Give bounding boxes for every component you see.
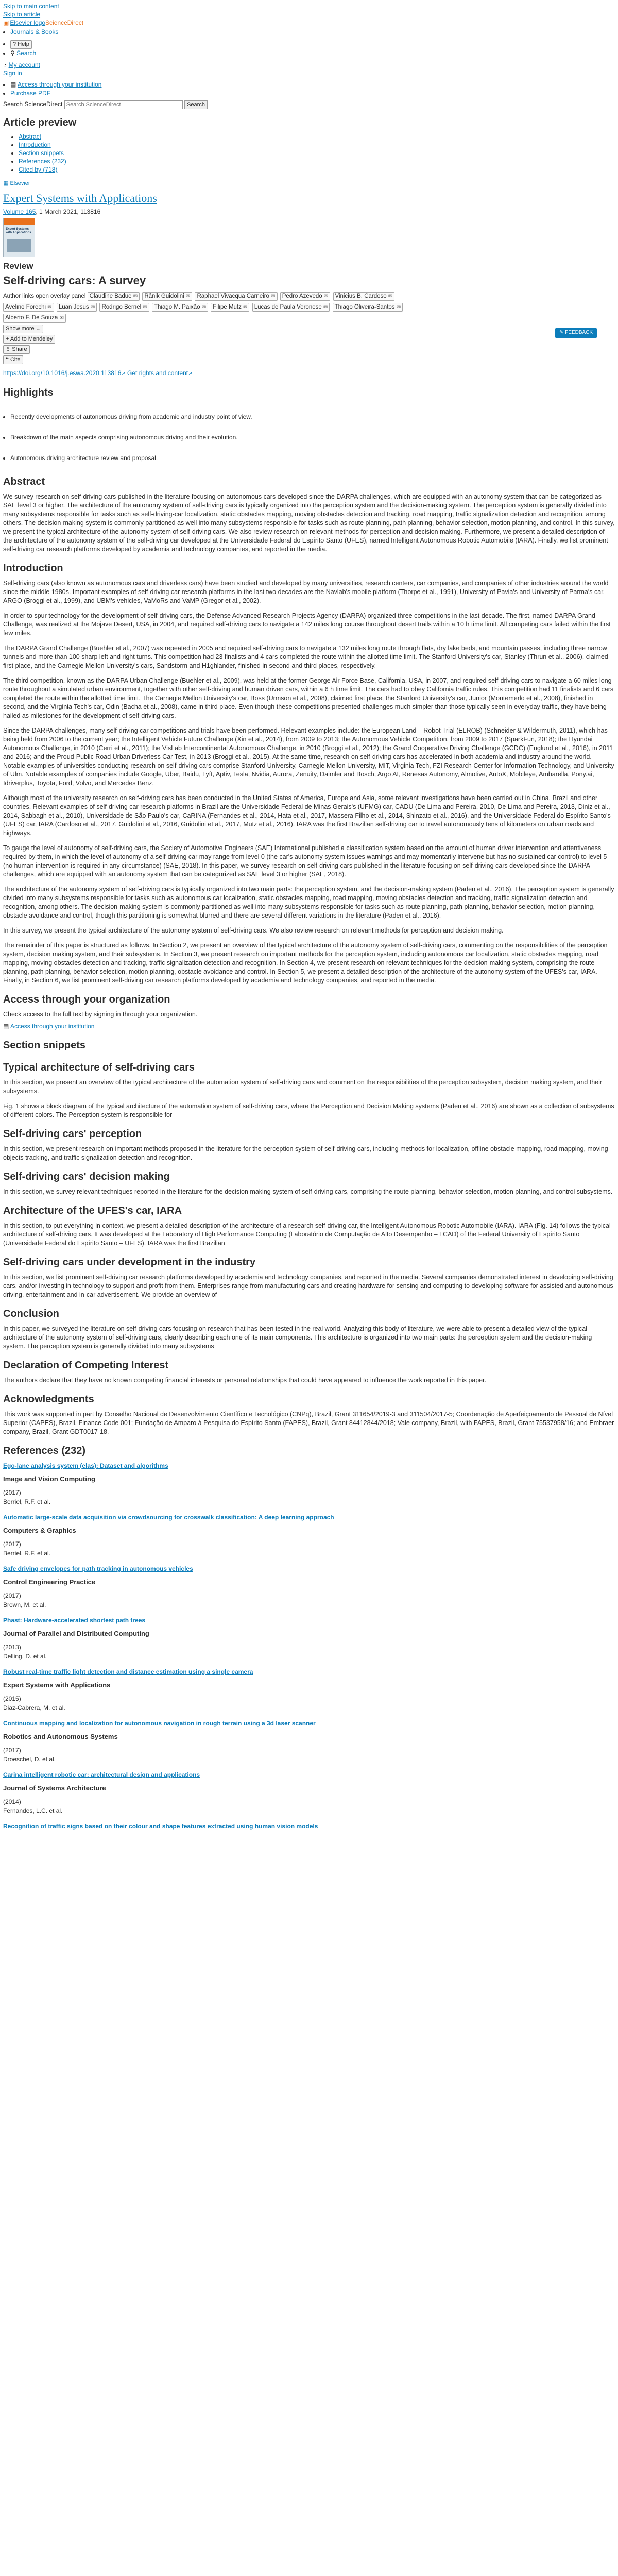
article-preview-heading: Article preview: [3, 117, 77, 128]
feedback-button[interactable]: [555, 328, 597, 338]
sign-in-link[interactable]: Sign in: [3, 70, 22, 77]
cover-image: [7, 239, 31, 252]
search-icon[interactable]: ⚲: [10, 49, 15, 57]
snippet-paragraph: In this paper, we surveyed the literature on self-driving cars focusing on research that has been tested in the real world. Analyzing this body of literature, we were able to present a detailed view of the typical architecture of the autonomy system of self-driving cars, clearly describing each one of its main components. This architecture is organized into two main parts: the perception system and the decision-making system. The perception system is generally divided into many subsystems: [3, 1325, 592, 1350]
purchase-item: [10, 89, 615, 98]
reference-title-link[interactable]: Carina intelligent robotic car: architectural design and applications: [3, 1771, 200, 1779]
account-nav: [3, 61, 615, 77]
plus-icon: +: [6, 336, 9, 343]
intro-paragraph: Although most of the university research on self-driving cars has been conducted in the United States of America, Europe and Asia, some relevant investigations have been carried out in China, Brazil and other countries. Relevant examples of self-driving car research platforms in Brazil are the Universidade Federal de Minas Gerais's (UFMG) car, CADU (De Lima and Pereira, 2010, De Lima and Pereira, 2013, Diniz et al., 2014, Sabbagh et al., 2010), Universidade de São Paulo's car, CaRINA (Fernandes et al., 2014, Hata et al., 2017, Massera Filho et al., 2014, Shinzato et al., 2016), and the Universidade Federal do Espírito Santo's (UFES) car, IARA (Cardoso et al., 2017, Guidolini et al., 2016, Guidolini et al., 2017, Mutz et al., 2016). IARA was the first Brazilian self-driving car to travel autonomously tens of kilometers on urban roads and highways.: [3, 794, 611, 837]
snippet-paragraph: In this section, we present research on important methods proposed in the literature for the perception system of self-driving cars, including methods for localization, offline obstacle mapping, road mapping, moving objects tracking, and traffic signalization detection and recognition.: [3, 1145, 608, 1162]
highlight-text: • Recently developments of autonomous driving from academic and industry point of view.: [10, 413, 252, 420]
cover-band: [4, 218, 35, 225]
header-tools: [3, 40, 615, 58]
outline-item-cited-by: [19, 165, 615, 174]
intro-paragraph: The architecture of the autonomy system of self-driving cars is typically organized into two main parts: the perception system, and the decision-making system (Paden et al., 2016). The perception system is generally divided into many subsystems responsible for tasks such as autonomous car localization, static obstacles mapping, road mapping, moving obstacles detection and tracking, traffic signalization detection and recognition, among others. The decision-making system is commonly partitioned as well into many subsystems responsible for tasks such as route planning, path planning, behavior selection, motion planning, obstacle avoidance and control, though this partitioning is somewhat blurred and there are several different variations in the literature (Paden et al., 2016).: [3, 885, 614, 919]
author-name: Alberto F. De Souza: [5, 315, 58, 321]
show-more-label: Show more: [6, 326, 35, 332]
outline-link-snippets[interactable]: Section snippets: [19, 149, 64, 157]
author-button[interactable]: [3, 314, 66, 323]
sciencedirect-logo[interactable]: ScienceDirect: [45, 19, 84, 26]
reference-journal: Journal of Systems Architecture: [3, 1784, 106, 1792]
cite-label: Cite: [10, 357, 21, 363]
journal-title-link[interactable]: Expert Systems with Applications: [3, 191, 157, 205]
intro-paragraph: The remainder of this paper is structured as follows. In Section 2, we present an overview of the typical architecture of the autonomy system of self-driving cars, commenting on the responsibilities of the perception system, decision making system, and their subsystems. In Section 3, we present research on important methods for the perception system, including autonomous car localization, static obstacles mapping, road mapping, moving obstacles detection and tracking, traffic signalization detection and recognition. In Section 4, we present research on relevant techniques for the decision-making system, comprising the route planning, path planning, behavior selection, motion planning, obstacle avoidance and control. In Section 5, we present a detailed description of the architecture of the autonomy system of the UFES's car, IARA. Finally, in Section 6, we list prominent self-driving car research platforms developed by academia and technology companies, and reported in the media.: [3, 941, 608, 984]
volume-info: [3, 208, 615, 216]
author-button[interactable]: [3, 303, 54, 312]
reference-year: (2017): [3, 1592, 21, 1600]
reference-author: Delling, D. et al.: [3, 1653, 47, 1660]
highlight-item: [10, 454, 615, 462]
author-name: Vinicius B. Cardoso: [335, 293, 387, 300]
author-links-label: Author links open overlay panel: [3, 293, 86, 300]
snippet-heading: Declaration of Competing Interest: [3, 1360, 169, 1371]
author-name: Thiago M. Paixão: [153, 304, 200, 311]
author-button[interactable]: [99, 303, 149, 312]
journal-cover[interactable]: [3, 218, 35, 257]
author-button[interactable]: [142, 292, 192, 301]
outline-link-introduction[interactable]: Introduction: [19, 141, 51, 148]
access-institution-row: [3, 1022, 615, 1031]
reference-title-link[interactable]: Robust real-time traffic light detection and distance estimation using a single camera: [3, 1668, 253, 1676]
envelope-icon: ✉: [323, 304, 328, 311]
help-button[interactable]: [10, 40, 32, 49]
envelope-icon: ✉: [271, 294, 276, 300]
envelope-icon: ✉: [396, 304, 401, 311]
doi-row: [3, 369, 615, 378]
reference-title-link[interactable]: Phast: Hardware-accelerated shortest path trees: [3, 1617, 146, 1624]
search-submit-button[interactable]: Search: [184, 100, 208, 109]
reference-journal: Computers & Graphics: [3, 1527, 76, 1535]
feedback-icon: ✎: [559, 330, 564, 335]
help-item: [10, 40, 615, 49]
access-text: Check access to the full text by signing in through your organization.: [3, 1010, 198, 1018]
reference-item: [3, 1771, 615, 1815]
purchase-pdf-link[interactable]: Purchase PDF: [10, 90, 51, 97]
reference-journal: Robotics and Autonomous Systems: [3, 1733, 118, 1741]
account-icon[interactable]: ◔: [3, 61, 7, 69]
reference-item: [3, 1616, 615, 1660]
snippet-paragraph: In this section, we present an overview of the typical architecture of the automation system of self-driving cars and comment on the responsibilities of the perception subsystem, decision making system, and their subsystems.: [3, 1079, 603, 1095]
snippet-heading: Conclusion: [3, 1308, 59, 1320]
author-name: Thiago Oliveira-Santos: [334, 304, 395, 311]
reference-journal: Image and Vision Computing: [3, 1475, 95, 1483]
reference-author: Fernandes, L.C. et al.: [3, 1807, 63, 1815]
external-link-icon: ↗: [188, 371, 193, 377]
highlights-heading: Highlights: [3, 386, 54, 398]
envelope-icon: ✉: [133, 294, 138, 300]
reference-title-link[interactable]: Recognition of traffic signs based on their colour and shape features extracted using human vision models: [3, 1823, 318, 1831]
reference-author: Berriel, R.F. et al.: [3, 1550, 51, 1557]
intro-paragraph: The DARPA Grand Challenge (Buehler et al., 2007) was repeated in 2005 and required self-driving cars to navigate a 132 miles long route through flats, dry lake beds, and mountain passes, including three narrow tunnels and more than 100 sharp left and right turns. This competition had 23 finalists and 4 cars completed the route within the allotted time limit. The Stanford University's car, Stanley (Thrun et al., 2006), claimed first place, and the Carnegie Mellon University's cars, Sandstorm and H1ghlander, finished in second and third places, respectively.: [3, 644, 608, 669]
author-name: Filipe Mutz: [213, 304, 242, 311]
search-bar: [3, 100, 615, 109]
author-button[interactable]: [195, 292, 277, 301]
references-heading: References (232): [3, 1445, 86, 1457]
skip-to-main-link[interactable]: Skip to main content: [3, 3, 59, 10]
author-button[interactable]: [211, 303, 249, 312]
reference-list: [3, 1462, 615, 1831]
outline-link-cited-by[interactable]: Cited by (718): [19, 166, 58, 173]
abstract-text: We survey research on self-driving cars published in the literature focusing on autonomous cars developed since the DARPA challenges, which are equipped with an autonomy system that can be categorized as SAE level 3 or higher. The architecture of the autonomy system of self-driving cars is typically organized into the perception system and the decision-making system. The perception system is generally divided into many subsystems responsible for tasks such as self-driving-car localization, static obstacles mapping, moving obstacles detection and tracking, road mapping, traffic signalization detection and recognition, among others. The decision-making system is commonly partitioned as well into many subsystems responsible for tasks such as route planning, path planning, behavior selection, motion planning, and control. In this survey, we present the typical architecture of the autonomy system of self-driving cars. We also review research on relevant methods for perception and decision making. Furthermore, we present a detailed description of the architecture of the autonomy system of the self-driving car developed at the Universidade Federal do Espírito Santo (UFES), named Intelligent Autonomous Robotic Automobile (IARA). Finally, we list prominent self-driving car research platforms developed by academia and technology companies, and reported in the media.: [3, 493, 615, 553]
reference-title-link[interactable]: Ego-lane analysis system (elas): Dataset and algorithms: [3, 1462, 168, 1470]
highlight-item: [10, 413, 615, 421]
publisher-logo[interactable]: [3, 180, 615, 188]
abstract-heading: Abstract: [3, 476, 45, 487]
external-link-icon: ↗: [121, 371, 126, 377]
elsevier-icon: ▦: [3, 180, 9, 187]
highlight-text: • Autonomous driving architecture review and proposal.: [10, 454, 158, 462]
volume-link[interactable]: Volume 165: [3, 208, 36, 215]
reference-author: Diaz-Cabrera, M. et al.: [3, 1704, 65, 1712]
author-name: Claudine Badue: [89, 293, 132, 300]
reference-year: (2017): [3, 1489, 21, 1497]
intro-paragraph: Self-driving cars (also known as autonomous cars and driverless cars) have been studied and developed by many universities, research centers, car companies, and companies of other industries around the world since the middle 1980s. Important examples of self-driving car research platforms in the last two decades are the Navlab's mobile platform (Thorpe et al., 1991), University of Pavia's and University of Parma's car, ARGO (Broggi et al., 1999), and UBM's vehicles, VaMoRs and VaMP (Gregor et al., 2002).: [3, 579, 609, 604]
cover-title: Expert Systems with Applications: [6, 227, 31, 234]
snippet-heading: Acknowledgments: [3, 1394, 94, 1405]
snippet-paragraph: In this section, to put everything in context, we present a detailed description of the architecture of a research self-driving car, the Intelligent Autonomous Robotic Automobile (IARA). IARA (Fig. 14) follows the typical architecture of self-driving cars. It was developed at the Laboratory of High Performance Computing (Laboratório de Computação de Alto Desempenho – LCAD) of the Federal University of Espírito Santo (Universidade Federal do Espírito Santo – UFES). IARA was the first Brazilian: [3, 1222, 611, 1247]
author-name: Luan Jesus: [58, 304, 89, 311]
institution-icon: ▤: [10, 81, 16, 88]
reference-title-link[interactable]: Automatic large-scale data acquisition via crowdsourcing for crosswalk classification: A deep learning approach: [3, 1514, 334, 1521]
envelope-icon: ✉: [59, 315, 64, 321]
envelope-icon: ✉: [143, 304, 147, 311]
author-button[interactable]: [333, 292, 395, 301]
rights-link[interactable]: Get rights and content: [127, 369, 188, 377]
snippet-heading: Self-driving cars' perception: [3, 1128, 142, 1140]
reference-title-link[interactable]: Continuous mapping and localization for autonomous navigation in rough terrain using a 3d laser scanner: [3, 1720, 316, 1727]
reference-journal: Journal of Parallel and Distributed Computing: [3, 1630, 149, 1638]
snippet-heading: Architecture of the UFES's car, IARA: [3, 1205, 182, 1217]
article-title: Self-driving cars: A survey: [3, 274, 146, 287]
reference-year: (2017): [3, 1747, 21, 1754]
reference-year: (2013): [3, 1643, 21, 1651]
envelope-icon: ✉: [90, 304, 95, 311]
author-list: [3, 291, 615, 324]
highlight-text: • Breakdown of the main aspects comprising autonomous driving and their evolution.: [10, 433, 238, 441]
share-button[interactable]: [3, 345, 30, 354]
share-icon: ⇪: [6, 346, 11, 353]
header-nav: [3, 28, 615, 37]
access-institution-link[interactable]: Access through your institution: [18, 81, 102, 88]
intro-paragraph: Since the DARPA challenges, many self-driving car competitions and trials have been performed. Relevant examples include: the European Land – Robot Trial (ELROB) (Schneider & Wildermuth, 2011), which has being held from 2006 to the current year; the Intelligent Vehicle Future Challenge (Xin et al., 2014), from 2009 to 2013; the Autonomous Vehicle Competition, from 2009 to 2017 (SparkFun, 2018); the Hyundai Autonomous Challenge, in 2010 (Cerri et al., 2011); the VisLab Intercontinental Autonomous Challenge, in 2010 (Broggi et al., 2012); the Grand Cooperative Driving Challenge (GCDC) (Englund et al., 2016), in 2011 and 2016; and the Proud-Public Road Urban Driverless Car Test, in 2013 (Broggi et al., 2015). At the same time, research on self-driving cars has accelerated in both academia and industry around the world. Notable examples of universities conducting research on self-driving cars comprise Stanford University, Carnegie Mellon University, MIT, Virginia Tech, FZI Research Center for Information Technology, and University of Ulm. Notable examples of companies include Google, Uber, Baidu, Lyft, Aptiv, Tesla, Nvidia, Aurora, Zenuity, Daimler and Bosch, Argo AI, Renesas Autonomy, Almotive, AutoX, Mobileye, Ambarella, Pony.ai, Idriverplus, Toyota, Ford, Volvo, and Mercedes Benz.: [3, 726, 614, 787]
highlights-list: [3, 413, 615, 462]
outline-item-abstract: [19, 132, 615, 141]
author-name: Avelino Forechi: [5, 304, 46, 311]
envelope-icon: ✉: [201, 304, 207, 311]
envelope-icon: ✉: [243, 304, 248, 311]
envelope-icon: ✉: [388, 294, 393, 300]
search-input[interactable]: [64, 100, 183, 109]
add-mendeley-label: Add to Mendeley: [10, 336, 53, 343]
publisher-name: Elsevier: [10, 180, 30, 187]
search-label: Search ScienceDirect: [3, 100, 63, 108]
author-name: Raphael Vivacqua Carneiro: [197, 293, 269, 300]
snippet-paragraph: The authors declare that they have no known competing financial interests or personal relationships that could have appeared to influence the work reported in this paper.: [3, 1377, 487, 1384]
highlight-item: [10, 433, 615, 442]
my-account-item: [3, 61, 615, 69]
reference-item: [3, 1462, 615, 1506]
snippet-paragraph: This work was supported in part by Conselho Nacional de Desenvolvimento Científico e Tecnológico (CNPq), Brazil, Grant 311654/2019-3 and 311504/2017-5; Coordenação de Aperfeiçoamento de Pessoal de Nível Superior (CAPES), Brazil, Finance Code 001; Fundação de Amparo à Pesquisa do Espírito Santo (FAPES), Brazil, Grant 84412844/2018; Vale company, Brazil, with FAPES, Brazil, Grant 75537958/16; and Embraer company, Brazil, Grant GDT0017-18.: [3, 1411, 614, 1436]
snippet-paragraph: In this section, we survey relevant techniques reported in the literature for the decision making system of self-driving cars, comprising the route planning, behavior selection, motion planning, and control subsystems.: [3, 1188, 613, 1196]
author-button[interactable]: [280, 292, 331, 301]
search-link[interactable]: Search: [16, 49, 37, 57]
add-mendeley-button[interactable]: [3, 335, 55, 344]
outline-item-introduction: [19, 141, 615, 149]
elsevier-logo-link[interactable]: Elsevier logo: [10, 19, 46, 26]
author-button[interactable]: [57, 303, 97, 312]
show-more-button[interactable]: [3, 325, 43, 333]
chevron-down-icon: ⌄: [36, 326, 41, 332]
section-snippets-heading: Section snippets: [3, 1040, 86, 1052]
author-name: Rodrigo Berriel: [101, 304, 142, 311]
outline-link-references[interactable]: References (232): [19, 158, 66, 165]
quote-icon: ❝: [6, 357, 9, 363]
snippet-heading: Self-driving cars under development in the industry: [3, 1257, 256, 1268]
feedback-label: FEEDBACK: [565, 330, 593, 335]
author-name: Rânik Guidolini: [144, 293, 184, 300]
introduction-heading: Introduction: [3, 562, 63, 574]
reference-author: Brown, M. et al.: [3, 1601, 46, 1609]
outline-item-snippets: [19, 149, 615, 157]
volume-details: , 1 March 2021, 113816: [36, 208, 101, 215]
reference-author: Droeschel, D. et al.: [3, 1756, 56, 1764]
author-name: Lucas de Paula Veronese: [254, 304, 322, 311]
article-outline: [3, 132, 615, 174]
help-icon: ?: [13, 41, 16, 47]
access-nav: [3, 80, 615, 98]
intro-paragraph: In this survey, we present the typical architecture of the autonomy system of self-driving cars. We also review research on relevant methods for perception and decision making.: [3, 926, 504, 934]
reference-item: [3, 1822, 615, 1831]
reference-item: [3, 1668, 615, 1712]
intro-paragraph: In order to spur technology for the development of self-driving cars, the Defense Advanced Research Projects Agency (DARPA) organized three competitions in the last decade. The first, named DARPA Grand Challenge, was realized at the Mojave Desert, USA, in 2004, and required self-driving cars to navigate a 142 miles long course throughout desert trails within a 10 h time limit. All competing cars failed within the first few miles.: [3, 612, 611, 637]
envelope-icon: ✉: [47, 304, 52, 311]
snippet-paragraph: In this section, we list prominent self-driving car research platforms developed by academia and technology companies, and reported in the media. Several companies demonstrated interest in developing self-driving cars, and/or investing in technology to support and profit from them. Enterprises range from manufacturing cars and creating hardware for sensing and computing to developing software for assisted and autonomous driving, entertainment and in-car advertisement. We provide an overview of: [3, 1274, 613, 1299]
reference-year: (2017): [3, 1540, 21, 1548]
share-label: Share: [12, 346, 27, 353]
intro-paragraph: To gauge the level of autonomy of self-driving cars, the Society of Automotive Engineers (SAE) International published a classification system based on the amount of human driver intervention and attentiveness required by them, in which the level of autonomy of a self-driving car may range from level 0 (the car's autonomy system issues warnings and may momentarily intervene but has no sustained car control) to level 5 (no human intervention is required in any circumstance) (SAE, 2018). In this paper, we survey research on self-driving cars published in the literature focusing on self-driving cars developed since the DARPA challenges, which are equipped with an autonomy system that can be categorized as SAE level 3 or higher (SAE, 2018).: [3, 844, 607, 878]
outline-link-abstract[interactable]: Abstract: [19, 133, 42, 140]
article-tools: [3, 325, 615, 366]
reference-item: [3, 1719, 615, 1764]
skip-links: [3, 2, 615, 19]
author-button[interactable]: [333, 303, 403, 312]
access-institution-button[interactable]: Access through your institution: [10, 1022, 95, 1030]
sign-in-item: [3, 69, 615, 77]
reference-year: (2014): [3, 1798, 21, 1806]
access-heading: Access through your organization: [3, 993, 170, 1005]
doi-link[interactable]: https://doi.org/10.1016/j.eswa.2020.113816: [3, 369, 122, 377]
reference-title-link[interactable]: Safe driving envelopes for path tracking in autonomous vehicles: [3, 1565, 193, 1573]
brand-row: [3, 19, 615, 27]
author-button[interactable]: [152, 303, 208, 312]
snippet-paragraph: Fig. 1 shows a block diagram of the typical architecture of the automation system of self-driving cars, where the Perception and Decision Making systems (Paden et al., 2016) are shown as a collection of subsystems of different colors. The Perception system is responsible for: [3, 1103, 614, 1119]
outline-item-references: [19, 157, 615, 165]
reference-item: [3, 1513, 615, 1557]
author-button[interactable]: [88, 292, 140, 301]
snippet-heading: Typical architecture of self-driving cars: [3, 1062, 195, 1074]
skip-to-article-link[interactable]: Skip to article: [3, 11, 41, 18]
journals-books-link[interactable]: Journals & Books: [10, 28, 59, 36]
cite-button[interactable]: [3, 355, 23, 364]
reference-item: [3, 1565, 615, 1609]
institution-item: [10, 80, 615, 89]
reference-author: Berriel, R.F. et al.: [3, 1498, 51, 1506]
elsevier-logo-icon[interactable]: ▣: [3, 19, 9, 26]
author-name: Pedro Azevedo: [282, 293, 322, 300]
reference-year: (2015): [3, 1695, 21, 1703]
my-account-link[interactable]: My account: [8, 61, 40, 69]
article-type: Review: [3, 261, 33, 271]
reference-journal: Expert Systems with Applications: [3, 1681, 111, 1689]
journals-books-item: [10, 28, 615, 37]
envelope-icon: ✉: [323, 294, 329, 300]
help-label: Help: [18, 41, 29, 47]
snippet-heading: Self-driving cars' decision making: [3, 1171, 170, 1183]
intro-paragraph: The third competition, known as the DARPA Urban Challenge (Buehler et al., 2009), was held at the former George Air Force Base, California, USA, in 2007, and required self-driving cars to navigate a 60 miles long route throughout a simulated urban environment, together with other self-driving and human driven cars, within a 6 h time limit. The cars had to obey California traffic rules. This competition had 11 finalists and 6 cars completed the route within the allotted time limit. The Carnegie Mellon University's car, Boss (Urmson et al., 2008), claimed first place, the Stanford University's car, Junior (Montemerlo et al., 2008), finished in second, and the Virginia Tech's car, Odin (Bacha et al., 2008), came in third place. Even though these competitions presented challenges much simpler than those typically seen in everyday traffic, they have being hailed as milestones for the development of self-driving cars.: [3, 676, 614, 719]
author-button[interactable]: [252, 303, 330, 312]
envelope-icon: ✉: [185, 294, 191, 300]
institution-icon: ▤: [3, 1022, 9, 1030]
reference-journal: Control Engineering Practice: [3, 1578, 96, 1586]
search-item: [10, 49, 615, 58]
